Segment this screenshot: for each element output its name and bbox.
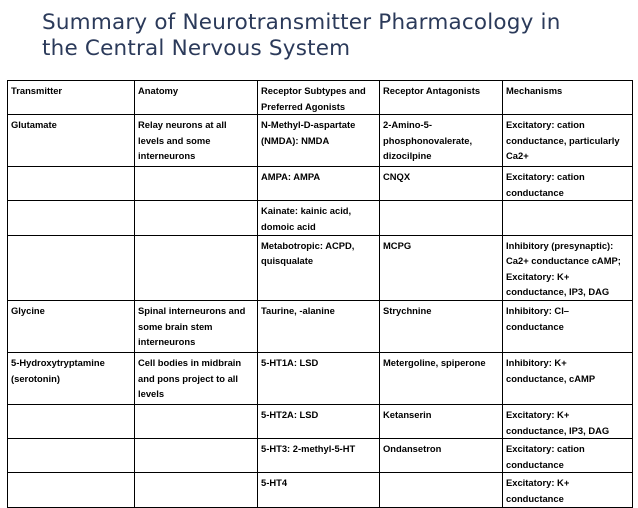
table-cell <box>135 201 258 235</box>
table-row <box>8 404 633 438</box>
table-body <box>8 81 633 508</box>
table-cell: Glutamate <box>8 115 135 167</box>
table-cell <box>135 404 258 438</box>
table-row <box>8 115 633 167</box>
table-cell: 5-Hydroxytryptamine (serotonin) <box>8 352 135 404</box>
header-cell: Mechanisms <box>503 81 633 115</box>
table-cell: 5-HT3: 2-methyl-5-HT <box>258 439 380 473</box>
table-row <box>8 352 633 404</box>
table-cell: 5-HT2A: LSD <box>258 404 380 438</box>
table-cell: Inhibitory: K+ conductance, cAMP <box>503 352 633 404</box>
table-cell: N-Methyl-D-aspartate (NMDA): NMDA <box>258 115 380 167</box>
table-cell <box>8 404 135 438</box>
neurotransmitter-table <box>7 80 633 508</box>
header-cell: Anatomy <box>135 81 258 115</box>
table-cell: Relay neurons at all levels and some interneurons <box>135 115 258 167</box>
table-row <box>8 439 633 473</box>
table-cell: Spinal interneurons and some brain stem interneurons <box>135 300 258 352</box>
table-cell: Kainate: kainic acid, domoic acid <box>258 201 380 235</box>
table-cell: Metergoline, spiperone <box>380 352 503 404</box>
table-cell <box>8 439 135 473</box>
table-cell: Excitatory: cation conductance <box>503 167 633 201</box>
table-cell <box>8 201 135 235</box>
table-cell: Cell bodies in midbrain and pons project to all levels <box>135 352 258 404</box>
table-row <box>8 300 633 352</box>
table-header-row <box>8 81 633 115</box>
table-row <box>8 201 633 235</box>
table-cell: 5-HT1A: LSD <box>258 352 380 404</box>
table-cell <box>135 439 258 473</box>
header-cell: Transmitter <box>8 81 135 115</box>
table-row <box>8 167 633 201</box>
table-cell: MCPG <box>380 235 503 300</box>
slide-title-line-2: the Central Nervous System <box>42 36 351 61</box>
slide-title <box>42 10 622 62</box>
table-cell: 2-Amino-5-phosphonovalerate, dizocilpine <box>380 115 503 167</box>
table-cell: Metabotropic: ACPD, quisqualate <box>258 235 380 300</box>
table-cell: Excitatory: cation conductance <box>503 439 633 473</box>
header-cell: Receptor Antagonists <box>380 81 503 115</box>
table-cell <box>8 167 135 201</box>
table-cell: Taurine, -alanine <box>258 300 380 352</box>
table-cell: Strychnine <box>380 300 503 352</box>
table-cell <box>135 167 258 201</box>
header-cell: Receptor Subtypes and Preferred Agonists <box>258 81 380 115</box>
table-cell <box>503 201 633 235</box>
table-cell: Excitatory: K+ conductance <box>503 473 633 507</box>
table-cell: Ondansetron <box>380 439 503 473</box>
table-cell: CNQX <box>380 167 503 201</box>
table-cell: Excitatory: K+ conductance, IP3, DAG <box>503 404 633 438</box>
table-cell: Ketanserin <box>380 404 503 438</box>
table-cell: Glycine <box>8 300 135 352</box>
table-cell: Excitatory: cation conductance, particularly Ca2+ <box>503 115 633 167</box>
table-cell: AMPA: AMPA <box>258 167 380 201</box>
table-cell <box>8 235 135 300</box>
table-cell: 5-HT4 <box>258 473 380 507</box>
slide-title-line-1: Summary of Neurotransmitter Pharmacology in <box>42 10 561 35</box>
table-cell <box>135 235 258 300</box>
table-cell: Inhibitory (presynaptic): Ca2+ conductance cAMP; Excitatory: K+ conductance, IP3, DAG <box>503 235 633 300</box>
table-cell <box>380 201 503 235</box>
table-cell: Inhibitory: Cl– conductance <box>503 300 633 352</box>
table-row <box>8 235 633 300</box>
